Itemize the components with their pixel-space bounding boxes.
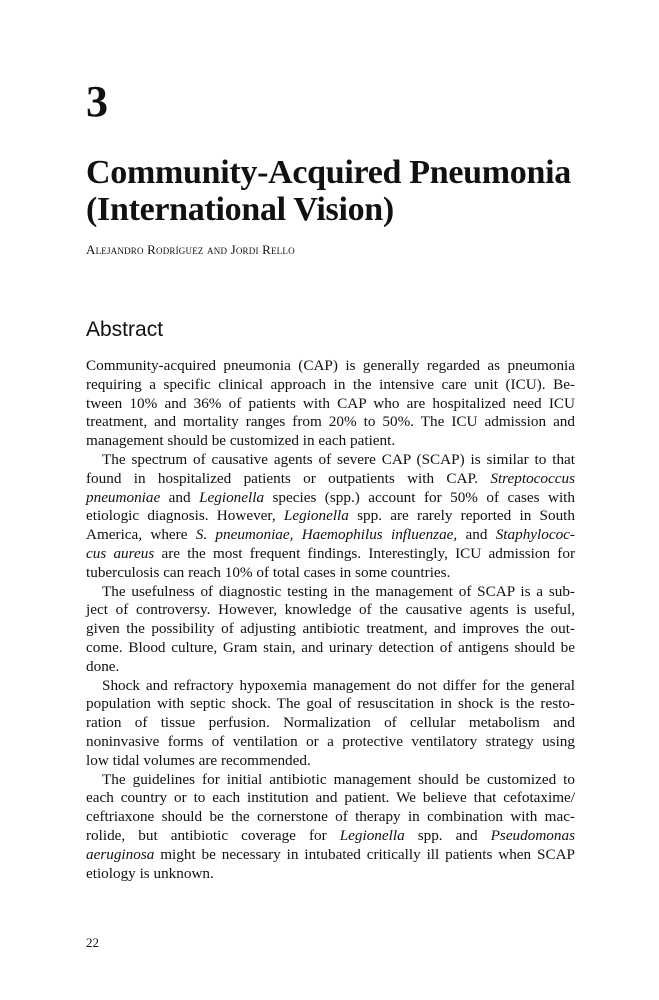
- abstract-line: noninvasive forms of ventilation or a protective ventilatory strategy using: [86, 732, 575, 750]
- abstract-line: The spectrum of causative agents of severe CAP (SCAP) is similar to that: [102, 450, 575, 468]
- abstract-paragraph: [86, 771, 575, 884]
- abstract-line: The usefulness of diagnostic testing in the management of SCAP is a sub-: [102, 582, 575, 600]
- chapter-title-line: (International Vision): [86, 191, 394, 228]
- chapter-title-line: Community-Acquired Pneumonia: [86, 154, 571, 191]
- abstract-line: population with septic shock. The goal of resuscitation in shock is the resto-: [86, 695, 575, 713]
- abstract-line: pneumoniae and Legionella species (spp.) account for 50% of cases with: [86, 488, 575, 506]
- abstract-paragraph: [86, 357, 575, 451]
- abstract-line: given the possibility of adjusting antibiotic treatment, and improves the out-: [86, 620, 575, 638]
- abstract-line: The guidelines for initial antibiotic management should be customized to: [102, 770, 575, 788]
- abstract-paragraph: [86, 677, 575, 771]
- abstract-line: etiology is unknown.: [86, 864, 214, 882]
- abstract-line: treatment, and mortality ranges from 20% to 50%. The ICU admission and: [86, 413, 575, 431]
- chapter-number: 3: [86, 77, 108, 126]
- abstract-paragraph: [86, 583, 575, 677]
- abstract-body: [86, 357, 575, 883]
- abstract-line: ration of tissue perfusion. Normalization of cellular metabolism and: [86, 714, 575, 732]
- abstract-line: rolide, but antibiotic coverage for Legionella spp. and Pseudomonas: [86, 826, 575, 844]
- chapter-authors: Alejandro Rodríguez and Jordi Rello: [86, 242, 295, 257]
- abstract-heading: Abstract: [86, 318, 164, 341]
- abstract-line: cus aureus are the most frequent findings. Interestingly, ICU admission for: [86, 544, 576, 562]
- abstract-line: America, where S. pneumoniae, Haemophilus influenzae, and Staphylococ-: [86, 526, 575, 544]
- abstract-line: aeruginosa might be necessary in intubated critically ill patients when SCAP: [86, 845, 575, 863]
- abstract-line: Shock and refractory hypoxemia management do not differ for the general: [102, 676, 575, 694]
- abstract-line: management should be customized in each patient.: [86, 432, 396, 450]
- abstract-line: done.: [86, 657, 120, 675]
- abstract-line: tuberculosis can reach 10% of total cases in some countries.: [86, 563, 451, 581]
- abstract-line: etiologic diagnosis. However, Legionella spp. are rarely reported in South: [86, 507, 575, 525]
- abstract-line: requiring a specific clinical approach in the intensive care unit (ICU). Be-: [86, 375, 575, 393]
- abstract-line: ject of controversy. However, knowledge of the causative agents is useful,: [86, 601, 575, 619]
- abstract-line: tween 10% and 36% of patients with CAP who are hospitalized need ICU: [86, 394, 575, 412]
- abstract-line: Community-acquired pneumonia (CAP) is generally regarded as pneumonia: [86, 357, 575, 374]
- abstract-line: each country or to each institution and patient. We believe that cefotaxime/: [86, 789, 575, 807]
- abstract-paragraph: [86, 451, 575, 583]
- abstract-line: ceftriaxone should be the cornerstone of therapy in combination with mac-: [86, 808, 575, 826]
- abstract-line: low tidal volumes are recommended.: [86, 751, 311, 769]
- abstract-line: come. Blood culture, Gram stain, and urinary detection of antigens should be: [86, 638, 575, 656]
- chapter-title: [86, 154, 571, 228]
- page-number: 22: [86, 935, 99, 950]
- abstract-line: found in hospitalized patients or outpatients with CAP. Streptococcus: [86, 469, 575, 487]
